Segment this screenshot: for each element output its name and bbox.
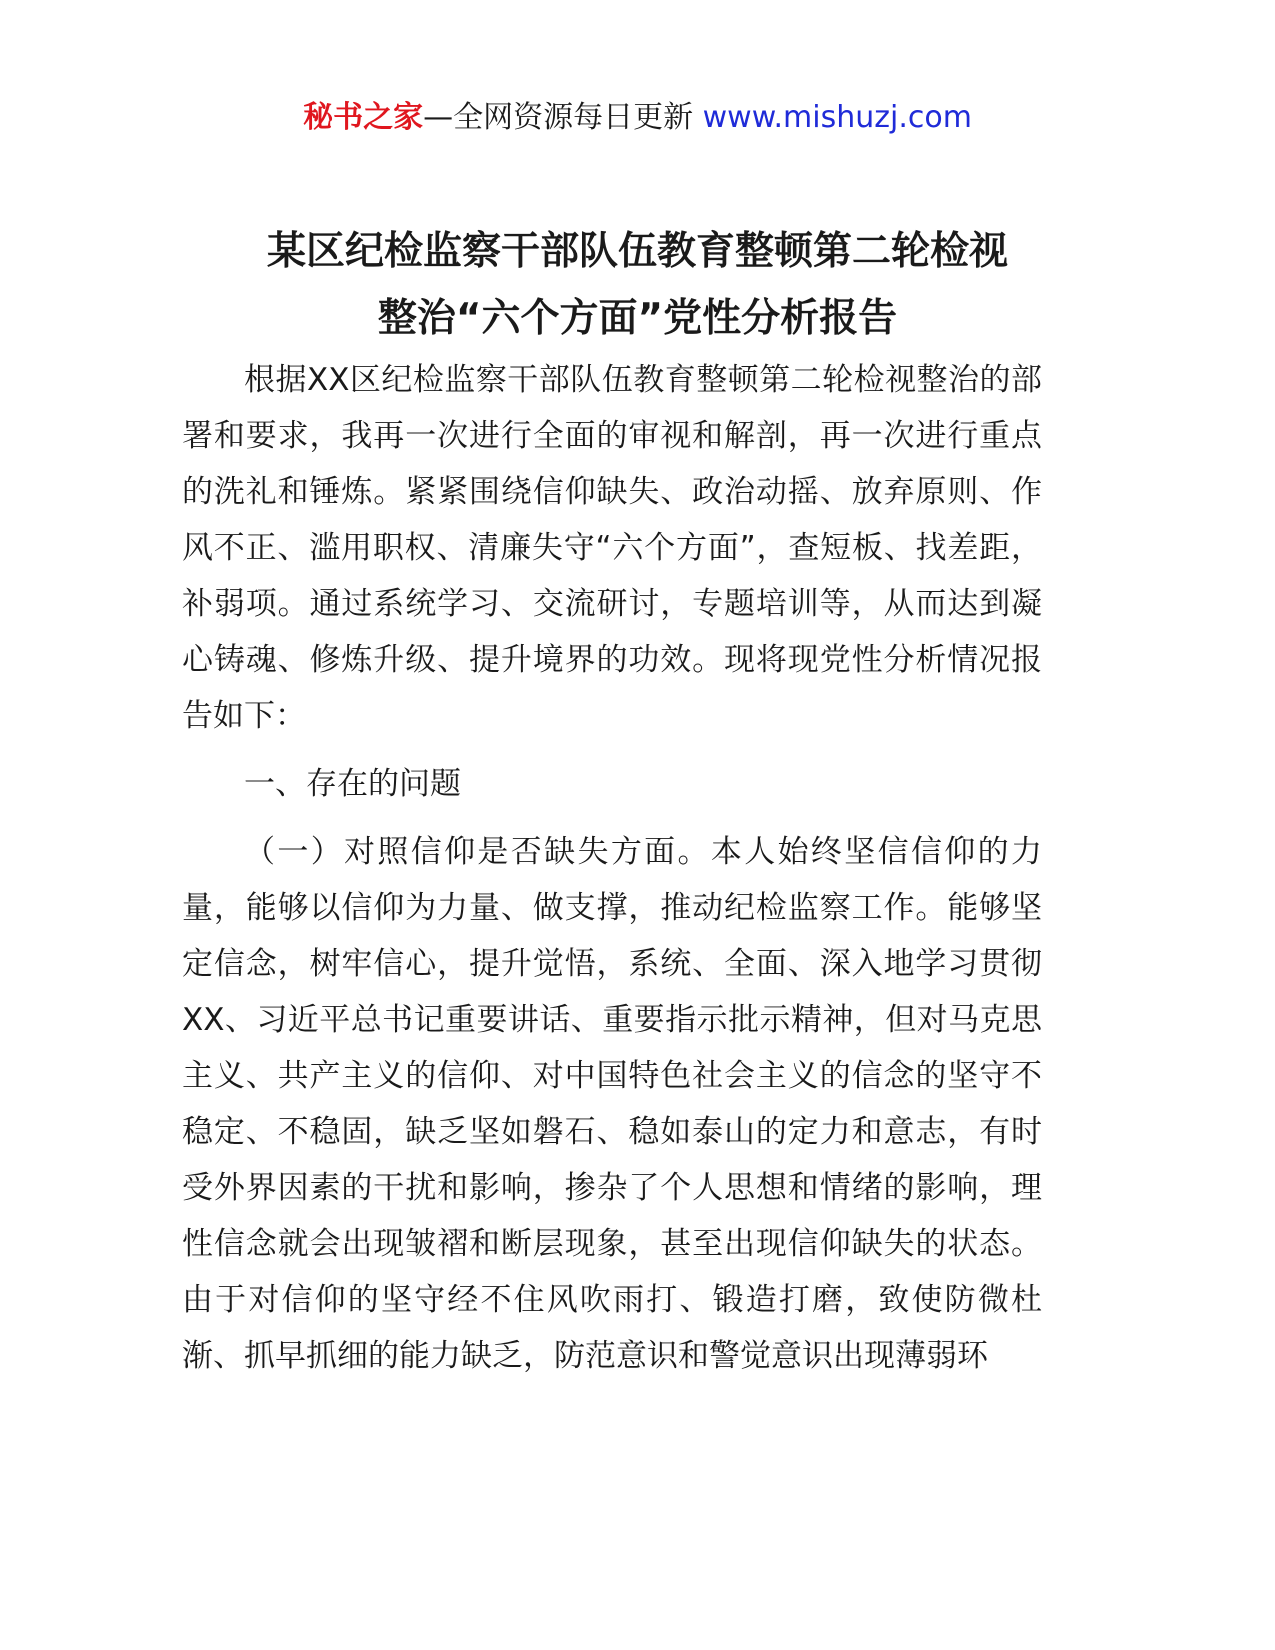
- section-heading: 一、存在的问题: [244, 766, 461, 802]
- document-title: [150, 218, 1125, 352]
- site-tagline: —全网资源每日更新: [423, 100, 703, 135]
- document-body: [182, 352, 1042, 1384]
- site-brand: 秘书之家: [303, 100, 424, 135]
- site-header: [0, 96, 1275, 140]
- section-paragraph: （一）对照信仰是否缺失方面。本人始终坚信信仰的力量，能够以信仰为力量、做支撑，推动纪检监察工作。能够坚定信念，树牢信心，提升觉悟，系统、全面、深入地学习贯彻XX、习近平总书记重要讲话、重要指示批示精神，但对马克思主义、共产主义的信仰、对中国特色社会主义的信念的坚守不稳定、不稳固，缺乏坚如磐石、稳如泰山的定力和意志，有时受外界因素的干扰和影响，掺杂了个人思想和情绪的影响，理性信念就会出现皱褶和断层现象，甚至出现信仰缺失的状态。由于对信仰的坚守经不住风吹雨打、锻造打磨，致使防微杜渐、抓早抓细的能力缺乏，防范意识和警觉意识出现薄弱环: [182, 834, 1042, 1374]
- site-url[interactable]: www.mishuzj.com: [702, 100, 972, 135]
- title-line-2: 整治“六个方面”党性分析报告: [377, 296, 898, 341]
- title-line-1: 某区纪检监察干部队伍教育整顿第二轮检视: [266, 229, 1008, 274]
- intro-paragraph: 根据XX区纪检监察干部队伍教育整顿第二轮检视整治的部署和要求，我再一次进行全面的审视和解剖，再一次进行重点的洗礼和锤炼。紧紧围绕信仰缺失、政治动摇、放弃原则、作风不正、滥用职权、清廉失守“六个方面”，查短板、找差距，补弱项。通过系统学习、交流研讨，专题培训等，从而达到凝心铸魂、修炼升级、提升境界的功效。现将现党性分析情况报告如下：: [182, 362, 1042, 734]
